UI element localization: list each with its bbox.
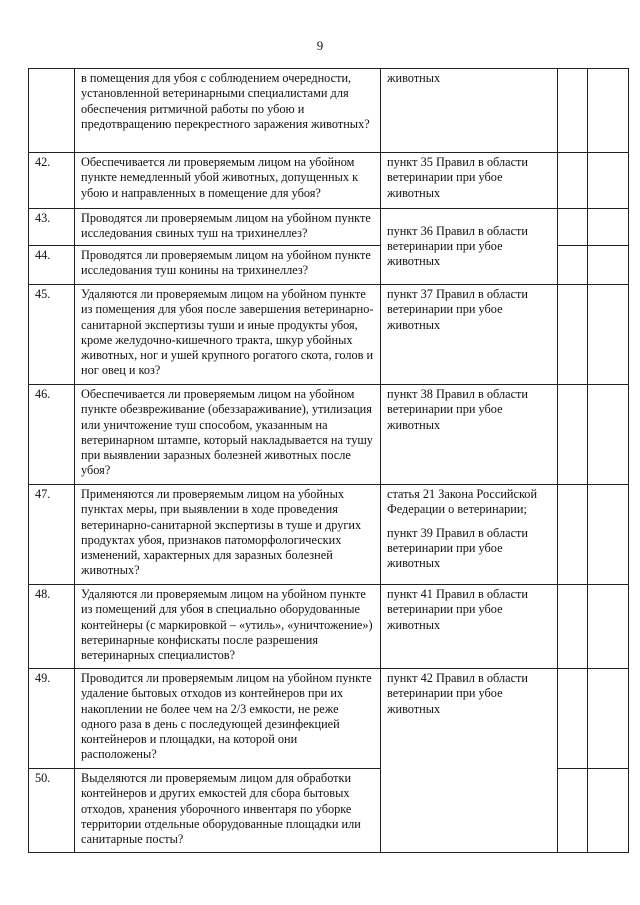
reference-text: пункт 41 Правил в области ветеринарии при убое животных: [381, 585, 558, 669]
reference-text: пункт 42 Правил в области ветеринарии при убое животных: [381, 669, 558, 853]
reference-text: животных: [381, 69, 558, 153]
page-number: 9: [316, 38, 324, 53]
table-row: [29, 69, 629, 153]
question-text: Удаляются ли проверяемым лицом на убойном пункте из помещения для убоя после завершения ветеринарно-санитарной экспертизы туши и иные продукты убоя, кроме желудочно-кишечного тракта, шкур убойных животных, ног и ушей крупного рогатого скота, голов и ног овец и коз?: [75, 285, 381, 385]
question-text: Выделяются ли проверяемым лицом для обработки контейнеров и других емкостей для сбора бытовых отходов, хранения уборочного инвентаря по уборке территории отдельные оборудованные площадки или санитарные посты?: [75, 769, 381, 853]
spacer: [387, 518, 552, 526]
row-number: 49.: [29, 669, 75, 769]
note-cell: [588, 209, 629, 246]
reference-text: пункт 35 Правил в области ветеринарии при убое животных: [381, 153, 558, 209]
table-row: [29, 153, 629, 209]
row-number: 45.: [29, 285, 75, 385]
question-text: Применяются ли проверяемым лицом на убойных пунктах меры, при выявлении в ходе проведения ветеринарно-санитарной экспертизы в туше и других продуктах убоя, признаков патоморфологических изменений, характерных для заразных болезней животных?: [75, 485, 381, 585]
question-text: Обеспечивается ли проверяемым лицом на убойном пункте обезвреживание (обеззараживание), утилизация или уничтожение туш способом, указанным на ветеринарном штампе, который накладывается на тушу при выявлении заразных болезней животных после убоя?: [75, 385, 381, 485]
table-row: [29, 485, 629, 585]
answer-cell: [558, 153, 588, 209]
note-cell: [588, 485, 629, 585]
question-text: в помещения для убоя с соблюдением очередности, установленной ветеринарными специалистами для обеспечения ритмичной работы по убою и предотвращению перекрестного заражения животных?: [75, 69, 381, 153]
reference-text: пункт 36 Правил в области ветеринарии при убое животных: [381, 209, 558, 285]
checklist-table: [28, 68, 629, 853]
note-cell: [588, 69, 629, 153]
row-number: 43.: [29, 209, 75, 246]
note-cell: [588, 585, 629, 669]
note-cell: [588, 385, 629, 485]
note-cell: [588, 669, 629, 769]
reference-text: пункт 37 Правил в области ветеринарии при убое животных: [381, 285, 558, 385]
answer-cell: [558, 209, 588, 246]
reference-text: пункт 38 Правил в области ветеринарии при убое животных: [381, 385, 558, 485]
table-row: [29, 385, 629, 485]
row-number: [29, 69, 75, 153]
answer-cell: [558, 769, 588, 853]
question-text: Удаляются ли проверяемым лицом на убойном пункте из помещений для убоя в специально оборудованные контейнеры (с маркировкой – «утиль», «уничтожение») ветеринарные конфискаты после разрешения ветеринарных специалистов?: [75, 585, 381, 669]
question-text: Проводится ли проверяемым лицом на убойном пункте удаление бытовых отходов из контейнеров при их накоплении не более чем на 2/3 емкости, не реже одного раза в день с последующей дезинфекцией контейнеров и площадки, на которой они расположены?: [75, 669, 381, 769]
table-row: [29, 209, 629, 246]
table-row: [29, 285, 629, 385]
answer-cell: [558, 69, 588, 153]
answer-cell: [558, 246, 588, 285]
reference-cell: [381, 485, 558, 585]
question-text: Проводятся ли проверяемым лицом на убойном пункте исследования туш конины на трихинеллез?: [75, 246, 381, 285]
row-number: 46.: [29, 385, 75, 485]
answer-cell: [558, 669, 588, 769]
answer-cell: [558, 485, 588, 585]
reference-text: статья 21 Закона Российской Федерации о ветеринарии;: [387, 487, 538, 517]
note-cell: [588, 769, 629, 853]
row-number: 44.: [29, 246, 75, 285]
answer-cell: [558, 585, 588, 669]
answer-cell: [558, 285, 588, 385]
row-number: 48.: [29, 585, 75, 669]
answer-cell: [558, 385, 588, 485]
row-number: 47.: [29, 485, 75, 585]
note-cell: [588, 153, 629, 209]
note-cell: [588, 285, 629, 385]
row-number: 42.: [29, 153, 75, 209]
table-row: [29, 669, 629, 769]
question-text: Проводятся ли проверяемым лицом на убойном пункте исследования свиных туш на трихинеллез?: [75, 209, 381, 246]
note-cell: [588, 246, 629, 285]
table-row: [29, 585, 629, 669]
row-number: 50.: [29, 769, 75, 853]
reference-text-2: пункт 39 Правил в области ветеринарии при убое животных: [387, 525, 529, 571]
question-text: Обеспечивается ли проверяемым лицом на убойном пункте немедленный убой животных, допущенных к убою и направленных в помещение для убоя?: [75, 153, 381, 209]
